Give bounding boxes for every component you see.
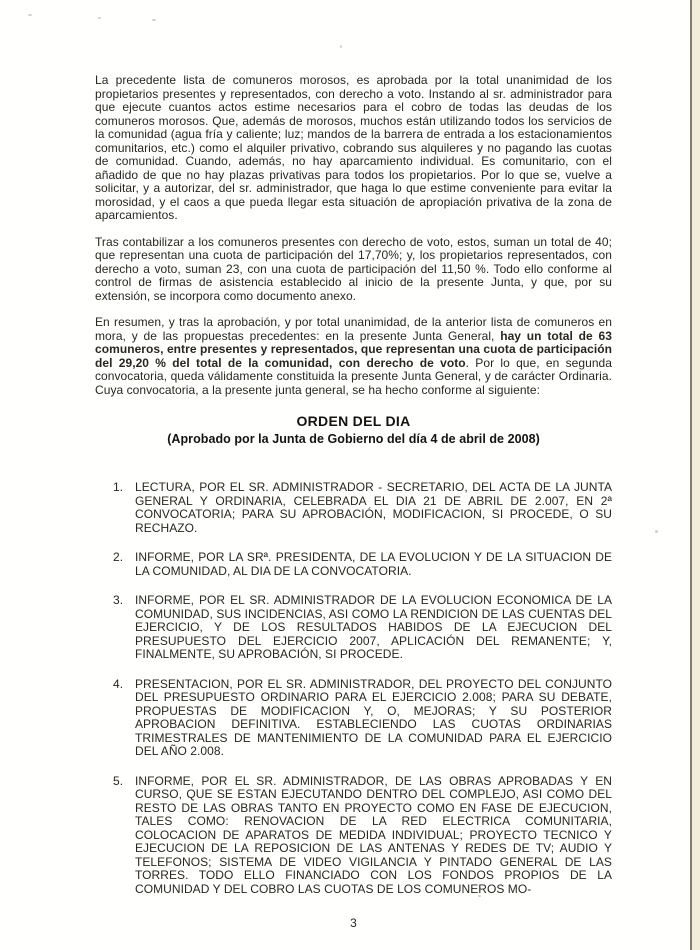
agenda-item-1 (113, 481, 612, 535)
paragraph-attendance-count: Tras contabilizar a los comuneros presentes con derecho de voto, estos, suman un total de 40; que representan una cuota de participación del 17,70%; y, los propietarios representados, con derecho a voto, suman 23, con una cuota de participación del 11,50 %. Todo ello conforme al control de firmas de asistencia establecido al inicio de la presente Junta, y que, por su extensión, se incorpora como documento anexo. (95, 234, 612, 303)
scan-artifact (655, 530, 658, 533)
resolution-text-bold: hay un total de 63 comuneros, entre presentes y representados, que representan una cuota de participación del 29,20 % del total de la comunidad, con derecho de voto (95, 328, 612, 370)
agenda-item-5 (113, 775, 612, 897)
document-body (95, 74, 612, 931)
agenda-item-text: LECTURA, POR EL SR. ADMINISTRADOR - SECRETARIO, DEL ACTA DE LA JUNTA GENERAL Y ORDINARIA, CELEBRADA EL DIA 21 DE ABRIL DE 2.007, EN 2ª CONVOCATORIA; PARA SU APROBACIÓN, MODIFICACION, SI PROCEDE, O SU RECHAZO. (135, 480, 612, 535)
agenda-title: ORDEN DEL DIA (296, 413, 411, 429)
scan-artifact (340, 45, 342, 48)
scan-artifact (28, 14, 32, 16)
agenda-subtitle: (Aprobado por la Junta de Gobierno del día 4 de abril de 2008) (167, 432, 540, 446)
agenda-item-2 (113, 551, 612, 578)
agenda-item-text: INFORME, POR EL SR. ADMINISTRADOR DE LA EVOLUCION ECONOMICA DE LA COMUNIDAD, SUS INCIDENCIAS, ASI COMO LA RENDICION DE LAS CUENTAS DEL EJERCICIO, Y DE LOS RESULTADOS HABIDOS DE LA EJECUCION DEL PRESUPUESTO DEL EJERCICIO 2007, APLICACIÓN DEL REMANENTE; Y, FINALMENTE, SU APROBACIÓN, SI PROCEDE. (135, 593, 612, 661)
scan-edge-strip (692, 0, 700, 950)
agenda-list (95, 481, 612, 896)
agenda-item-text: PRESENTACION, POR EL SR. ADMINISTRADOR, DEL PROYECTO DEL CONJUNTO DEL PRESUPUESTO ORDINARIO PARA EL EJERCICIO 2.008; PARA SU DEBATE, PROPUESTAS DE MODIFICACION Y, O, MEJORAS; Y SU POSTERIOR APROBACION DEFINITIVA. ESTABLECIENDO LAS CUOTAS ORDINARIAS TRIMESTRALES DE MANTENIMIENTO DE LA COMUNIDAD PARA EL EJERCICIO DEL AÑO 2.008. (135, 676, 612, 758)
scan-artifact (152, 19, 156, 21)
agenda-item-3 (113, 594, 612, 662)
agenda-item-number: 1. (113, 480, 124, 494)
agenda-item-number: 5. (113, 773, 124, 788)
resolution-text-pre: En resumen, y tras la aprobación, y por total unanimidad, de la anterior lista de comuneros en mora, y de las propuestas precedentes: en la presente Junta General, (95, 315, 612, 343)
agenda-item-4 (113, 678, 612, 759)
scan-artifact (98, 17, 101, 19)
agenda-item-number: 3. (113, 593, 124, 607)
resolution-text-post: . Por lo que, en segunda convocatoria, queda válidamente constituida la presente Junta General, y de carácter Ordinaria. Cuya convocatoria, a la presente junta general, se ha hecho conforme al siguiente: (95, 355, 612, 397)
agenda-item-text: INFORME, POR EL SR. ADMINISTRADOR, DE LAS OBRAS APROBADAS Y EN CURSO, QUE SE ESTAN EJECUTANDO DENTRO DEL COMPLEJO, ASI COMO DEL RESTO DE LAS OBRAS TANTO EN PROYECTO COMO EN FASE DE EJECUCION, TALES COMO: RENOVACION DE LA RED ELECTRICA COMUNITARIA, COLOCACION DE APARATOS DE MEDIDA INDIVIDUAL; PROYECTO TECNICO Y EJECUCION DE LA REPOSICION DE LAS ANTENAS Y REDES DE TV; AUDIO Y TELEFONOS; SISTEMA DE VIDEO VIGILANCIA Y PINTADO GENERAL DE LAS TORRES. TODO ELLO FINANCIADO CON LOS FONDOS PROPIOS DE LA COMUNIDAD Y DEL COBRO LAS CUOTAS DE LOS COMUNEROS MO- (135, 773, 612, 896)
paragraph-delinquent-list: La precedente lista de comuneros morosos, es aprobada por la total unanimidad de los propietarios presentes y representados, con derecho a voto. Instando al sr. administrador para que ejecute cuantos actos estime necesarios para el cobro de todas las deudas de los comuneros morosos. Que, además de morosos, muchos están utilizando todos los servicios de la comunidad (agua fría y caliente; luz; mandos de la barrera de entrada a los estacionamientos comunitarios, etc.) como el alquiler privativo, cobrando sus alquileres y no pagando las cuotas de comunidad. Cuando, además, no hay aparcamiento individual. Es comunitario, con el añadido de que no hay plazas privativas para todos los propietarios. Por lo que se, vuelve a solicitar, y a autorizar, del sr. administrador, que haga lo que estime conveniente para evitar la morosidad, y el caos a que pueda llegar esta situación de apropiación privativa de la zona de aparcamientos. (95, 73, 612, 222)
paragraph-resolution (95, 316, 612, 397)
agenda-item-number: 2. (113, 550, 124, 564)
agenda-item-number: 4. (113, 676, 124, 691)
page-number: 3 (350, 916, 357, 930)
agenda-item-text: INFORME, POR LA SRª. PRESIDENTA, DE LA EVOLUCION Y DE LA SITUACION DE LA COMUNIDAD, AL DIA DE LA CONVOCATORIA. (135, 550, 612, 578)
